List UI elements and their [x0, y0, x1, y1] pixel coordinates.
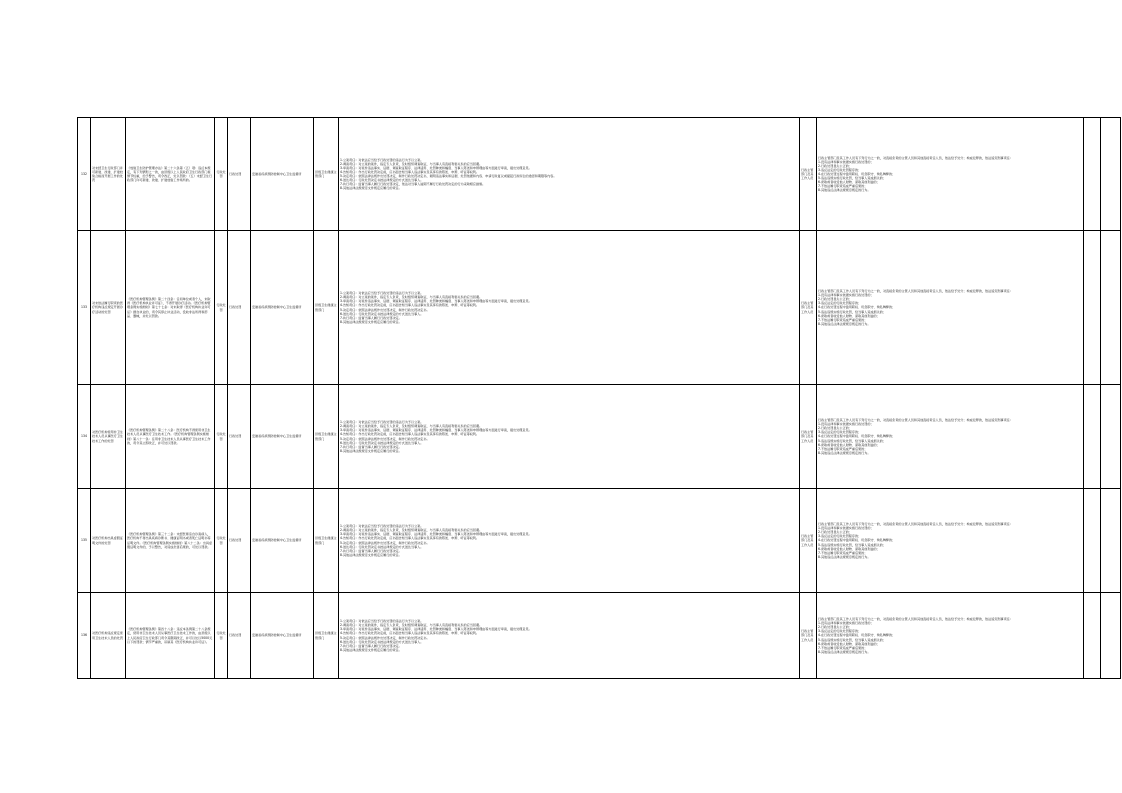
responsible-party: 行政主管部门及其工作人员 — [800, 231, 817, 385]
item-name: 对医疗机构违反规定使用卫生技术人员的处罚 — [91, 593, 126, 679]
duty-line: 5.决定责任：依照法律法规作出处罚决定，制作行政处罚决定书，载明违法事实和证据、处罚依据和内容、申请行政复议或提起行政诉讼的途径和期限等内容。 — [340, 174, 557, 178]
duty-line: 5.决定责任：依照法律法规作出处罚决定，制作行政处罚决定书。 — [340, 540, 430, 545]
duty-line: 7.执行责任：监督当事人履行行政处罚决定，依法对当事人逾期不履行行政处罚决定的行为采取相应措施。 — [340, 182, 486, 187]
row-number: 136 — [78, 593, 91, 679]
accountability-line: 行政主管部门及其工作人员有下列行为之一的，对直接负责的主管人员和其他直接责任人员，依法给予处分；构成犯罪的，依法追究刑事责任： — [818, 289, 1013, 294]
accountability-line: 2.行政处罚显失公正的； — [818, 426, 852, 431]
duty-line: 6.送达责任：行政处罚决定书按法律规定的方式送达当事人。 — [340, 440, 424, 445]
accountability-list — [817, 593, 1084, 679]
accountability-line: 7.不依法履行职责造成严重后果的； — [818, 446, 868, 451]
implementing-subject: 县级卫生健康主管部门 — [314, 118, 339, 231]
duty-line: 3.审查责任：对案件违法事实、证据、调查取证程序、法律适用、处罚种类和幅度、当事人陈述和申辩理由等方面进行审查，提出处理意见。 — [340, 627, 532, 632]
duty-line: 7.执行责任：监督当事人履行行政处罚决定。 — [340, 315, 402, 320]
legal-basis: 《医疗机构管理条例》第二十四条：任何单位或者个人，未取得《医疗机构执业许可证》，不得开展诊疗活动。《医疗机构管理条例实施细则》第七十七条：对未取得《医疗机构执业许可证》擅自执业的，责令其停止执业活动，没收非法所得和药品、器械，并处以罚款。 — [126, 231, 215, 385]
duty-list — [339, 231, 800, 385]
accountability-line: 2.行政处罚显失公正的； — [818, 297, 852, 302]
item-code: 行政处罚 — [228, 385, 251, 489]
table-row — [78, 118, 1121, 231]
duty-line: 7.执行责任：监督当事人履行行政处罚决定。 — [340, 444, 402, 449]
accountability-line: 4.在行政处罚过程中滥用职权、玩忽职守、徇私舞弊的； — [818, 633, 896, 638]
note-cell — [1101, 385, 1121, 489]
accountability-line: 8.其他违反法律法规规章规定的行为。 — [818, 450, 871, 455]
duty-list — [339, 489, 800, 593]
row-number: 134 — [78, 385, 91, 489]
item-code: 行政处罚 — [228, 231, 251, 385]
duty-line: 2.调查责任：对立案的案件，指定专人负责，及时组织调查取证，与当事人有直接利害关系的应当回避。 — [340, 528, 483, 533]
implementing-dept: 安徽省疾病预防控制中心卫生监督所 — [251, 385, 314, 489]
accountability-line: 5.违法违规实施行政处罚，给当事人造成损失的； — [818, 542, 886, 547]
accountability-line: 5.违法违规实施行政处罚，给当事人造成损失的； — [818, 637, 886, 642]
accountability-line: 8.其他违反法律法规规章规定的行为。 — [818, 188, 871, 193]
blank-cell — [1084, 385, 1101, 489]
duty-line: 4.告知责任：作出行政处罚决定前，应书面告知当事人违法事实及其享有的陈述、申辩、听证等权利。 — [340, 432, 480, 437]
blank-cell — [1084, 118, 1101, 231]
accountability-line: 3.违反法定的行政处罚程序的； — [818, 430, 862, 435]
accountability-line: 7.不依法履行职责造成严重后果的； — [818, 317, 868, 322]
accountability-line: 1.没有法律和事实依据实施行政处罚的； — [818, 159, 874, 164]
accountability-line: 4.在行政处罚过程中滥用职权、玩忽职守、徇私舞弊的； — [818, 171, 896, 176]
duty-line: 3.审查责任：对案件违法事实、证据、调查取证程序、法律适用、处罚种类和幅度、当事人陈述和申辩理由等方面进行审查，提出处理意见。 — [340, 299, 532, 304]
accountability-line: 6.索取或者收受他人财物、谋取其他利益的； — [818, 641, 880, 646]
implementing-dept: 安徽省疾病预防控制中心卫生监督所 — [251, 231, 314, 385]
duty-line: 4.告知责任：作出行政处罚决定前，应书面告知当事人违法事实及其享有的陈述、申辩、听证等权利。 — [340, 631, 480, 636]
duty-line: 3.审查责任：对案件违法事实、证据、调查取证程序、法律适用、处罚种类和幅度、当事人陈述和申辩理由等方面进行审查，提出处理意见。 — [340, 428, 532, 433]
item-name: 对未依法履行职责的医疗机构违反规定开展诊疗活动的处罚 — [91, 231, 126, 385]
item-name: 对医疗机构使用非卫生技术人员从事医疗卫生技术工作的处罚 — [91, 385, 126, 489]
accountability-line: 行政主管部门及其工作人员有下列行为之一的，对直接负责的主管人员和其他直接责任人员，依法给予处分；构成犯罪的，依法追究刑事责任： — [818, 418, 1013, 423]
duty-line: 8.其他法律法规规章文件规定应履行的责任。 — [340, 448, 402, 453]
implementing-dept: 安徽省疾病预防控制中心卫生监督所 — [251, 118, 314, 231]
duty-line: 2.调查责任：对立案的案件，指定专人负责，及时组织调查取证，与当事人有直接利害关系的应当回避。 — [340, 295, 483, 300]
accountability-line: 行政主管部门及其工作人员有下列行为之一的，对直接负责的主管人员和其他直接责任人员，依法给予处分；构成犯罪的，依法追究刑事责任： — [818, 155, 1013, 160]
table-row — [78, 593, 1121, 679]
note-cell — [1101, 231, 1121, 385]
accountability-line: 6.索取或者收受他人财物、谋取其他利益的； — [818, 180, 880, 185]
accountability-list — [817, 231, 1084, 385]
accountability-line: 6.索取或者收受他人财物、谋取其他利益的； — [818, 313, 880, 318]
accountability-line: 7.不依法履行职责造成严重后果的； — [818, 550, 868, 555]
duty-line: 7.执行责任：监督当事人履行行政处罚决定。 — [340, 548, 402, 553]
accountability-line: 4.在行政处罚过程中滥用职权、玩忽职守、徇私舞弊的； — [818, 434, 896, 439]
accountability-line: 行政主管部门及其工作人员有下列行为之一的，对直接负责的主管人员和其他直接责任人员，依法给予处分；构成犯罪的，依法追究刑事责任： — [818, 522, 1013, 527]
duty-line: 5.决定责任：依照法律法规作出处罚决定，制作行政处罚决定书。 — [340, 436, 430, 441]
duty-line: 2.调查责任：对立案的案件，指定专人负责，及时组织调查取证，与当事人有直接利害关系的应当回避。 — [340, 424, 483, 429]
accountability-line: 3.违反法定的行政处罚程序的； — [818, 534, 862, 539]
accountability-line: 5.违法违规实施行政处罚，给当事人造成损失的； — [818, 309, 886, 314]
accountability-line: 2.行政处罚显失公正的； — [818, 163, 852, 168]
blank-cell — [1084, 489, 1101, 593]
duty-line: 5.决定责任：依照法律法规作出处罚决定，制作行政处罚决定书。 — [340, 635, 430, 640]
item-category: 行政处罚 — [215, 593, 228, 679]
blank-cell — [1084, 231, 1101, 385]
duty-list — [339, 118, 800, 231]
row-number: 135 — [78, 489, 91, 593]
blank-cell — [1084, 593, 1101, 679]
accountability-line: 6.索取或者收受他人财物、谋取其他利益的； — [818, 546, 880, 551]
duty-line: 8.其他法律法规规章文件规定应履行的责任。 — [340, 319, 402, 324]
duty-line: 1.立案责任：对依法应当给予行政处罚的违法行为予以立案。 — [340, 157, 424, 162]
responsible-party: 行政主管部门及其工作人员 — [800, 118, 817, 231]
duty-line: 7.执行责任：监督当事人履行行政处罚决定。 — [340, 643, 402, 648]
implementing-subject: 县级卫生健康主管部门 — [314, 489, 339, 593]
note-cell — [1101, 118, 1121, 231]
accountability-list — [817, 489, 1084, 593]
responsible-party: 行政主管部门及其工作人员 — [800, 489, 817, 593]
item-name: 对未经卫生行政部门许可新建、改建、扩建校验合格而开展工作的处罚 — [91, 118, 126, 231]
row-number: 133 — [78, 231, 91, 385]
legal-basis: 《医疗机构管理条例》第二十八条：医疗机构不得使用非卫生技术人员从事医疗卫生技术工作。《医疗机构管理条例实施细则》第八十一条：任用非卫生技术人员从事医疗卫生技术工作的，责令其立即改正，并可处以罚款。 — [126, 385, 215, 489]
accountability-line: 8.其他违反法律法规规章规定的行为。 — [818, 321, 871, 326]
accountability-line: 2.行政处罚显失公正的； — [818, 625, 852, 630]
duty-line: 6.送达责任：行政处罚决定书按法律规定的方式送达当事人。 — [340, 639, 424, 644]
duty-line: 3.审查责任：对案件违法事实、证据、调查取证程序、法律适用、处罚种类和幅度、当事人陈述和申辩理由等方面进行审查，提出处理意见。 — [340, 532, 532, 537]
item-code: 行政处罚 — [228, 118, 251, 231]
duty-line: 1.立案责任：对依法应当给予行政处罚的违法行为予以立案。 — [340, 524, 424, 529]
accountability-line: 8.其他违反法律法规规章规定的行为。 — [818, 554, 871, 559]
item-category: 行政处罚 — [215, 385, 228, 489]
row-number: 132 — [78, 118, 91, 231]
duty-line: 4.告知责任：作出行政处罚决定前，应书面告知当事人违法事实及其享有的陈述、申辩、听证等权利。 — [340, 536, 480, 541]
duty-line: 2.调查责任：对立案的案件，指定专人负责，及时组织调查取证，与当事人有直接利害关系的应当回避。 — [340, 161, 483, 166]
responsibility-table — [77, 117, 1121, 679]
item-code: 行政处罚 — [228, 593, 251, 679]
implementing-dept: 安徽省疾病预防控制中心卫生监督所 — [251, 489, 314, 593]
duty-line: 1.立案责任：对依法应当给予行政处罚的违法行为予以立案。 — [340, 420, 424, 425]
duty-line: 8.其他法律法规规章文件规定应履行的责任。 — [340, 647, 402, 652]
duty-line: 1.立案责任：对依法应当给予行政处罚的违法行为予以立案。 — [340, 291, 424, 296]
table-row — [78, 231, 1121, 385]
accountability-list — [817, 385, 1084, 489]
accountability-line: 1.没有法律和事实依据实施行政处罚的； — [818, 526, 874, 531]
legal-basis: 《医疗机构管理条例》第四十八条：违反本条例第二十八条规定，使用非卫生技术人员从事医疗卫生技术工作的，由县级以上人民政府卫生行政部门责令其限期改正，并可以处以5000元以下的罚款；情节严重的，吊销其《医疗机构执业许可证》。 — [126, 593, 215, 679]
accountability-line: 5.违法违规实施行政处罚，给当事人造成损失的； — [818, 438, 886, 443]
implementing-subject: 县级卫生健康主管部门 — [314, 385, 339, 489]
item-category: 行政处罚 — [215, 231, 228, 385]
duty-line: 4.告知责任：作出行政处罚决定前，应书面告知当事人违法事实及其享有的陈述、申辩、听证等权利。 — [340, 169, 480, 174]
duty-line: 3.审查责任：对案件违法事实、证据、调查取证程序、法律适用、处罚种类和幅度、当事人陈述和申辩理由等方面进行审查，提出处理意见。 — [340, 165, 532, 170]
duty-line: 6.送达责任：行政处罚决定书按法律规定的方式送达当事人。 — [340, 544, 424, 549]
accountability-line: 1.没有法律和事实依据实施行政处罚的； — [818, 422, 874, 427]
item-category: 行政处罚 — [215, 118, 228, 231]
item-category: 行政处罚 — [215, 489, 228, 593]
accountability-line: 行政主管部门及其工作人员有下列行为之一的，对直接负责的主管人员和其他直接责任人员，依法给予处分；构成犯罪的，依法追究刑事责任： — [818, 617, 1013, 622]
duty-list — [339, 385, 800, 489]
duty-line: 6.送达责任：行政处罚决定书按法律规定的方式送达当事人。 — [340, 311, 424, 316]
duty-line: 1.立案责任：对依法应当给予行政处罚的违法行为予以立案。 — [340, 619, 424, 624]
duty-line: 5.决定责任：依照法律法规作出处罚决定，制作行政处罚决定书。 — [340, 307, 430, 312]
accountability-line: 1.没有法律和事实依据实施行政处罚的； — [818, 621, 874, 626]
accountability-line: 1.没有法律和事实依据实施行政处罚的； — [818, 293, 874, 298]
duty-line: 8.其他法律法规规章文件规定应履行的责任。 — [340, 186, 402, 191]
accountability-line: 3.违反法定的行政处罚程序的； — [818, 167, 862, 172]
duty-line: 4.告知责任：作出行政处罚决定前，应书面告知当事人违法事实及其享有的陈述、申辩、听证等权利。 — [340, 303, 480, 308]
table-body — [78, 118, 1121, 679]
note-cell — [1101, 489, 1121, 593]
note-cell — [1101, 593, 1121, 679]
legal-basis: 《医疗机构管理条例》第三十二条：未经医师亲自诊查病人，医疗机构不得出具疾病诊断书、健康证明书或者死亡证明书等证明文件。《医疗机构管理条例实施细则》第八十二条：出具虚假证明文件的，予以警告，对造成危害后果的，可处以罚款。 — [126, 489, 215, 593]
accountability-line: 4.在行政处罚过程中滥用职权、玩忽职守、徇私舞弊的； — [818, 538, 896, 543]
accountability-line: 8.其他违反法律法规规章规定的行为。 — [818, 649, 871, 654]
item-name: 对医疗机构出具虚假证明文件的处罚 — [91, 489, 126, 593]
implementing-subject: 县级卫生健康主管部门 — [314, 593, 339, 679]
accountability-line: 7.不依法履行职责造成严重后果的； — [818, 184, 868, 189]
duty-line: 8.其他法律法规规章文件规定应履行的责任。 — [340, 552, 402, 557]
accountability-line: 3.违反法定的行政处罚程序的； — [818, 629, 862, 634]
accountability-line: 7.不依法履行职责造成严重后果的； — [818, 645, 868, 650]
table-row — [78, 385, 1121, 489]
accountability-line: 5.违法违规实施行政处罚，给当事人造成损失的； — [818, 176, 886, 181]
duty-line: 6.送达责任：行政处罚决定书按法律规定的方式送达当事人。 — [340, 178, 424, 183]
accountability-line: 3.违反法定的行政处罚程序的； — [818, 301, 862, 306]
implementing-subject: 县级卫生健康主管部门 — [314, 231, 339, 385]
accountability-line: 4.在行政处罚过程中滥用职权、玩忽职守、徇私舞弊的； — [818, 305, 896, 310]
item-code: 行政处罚 — [228, 489, 251, 593]
table-row — [78, 489, 1121, 593]
accountability-line: 6.索取或者收受他人财物、谋取其他利益的； — [818, 442, 880, 447]
responsible-party: 行政主管部门及其工作人员 — [800, 593, 817, 679]
duty-line: 2.调查责任：对立案的案件，指定专人负责，及时组织调查取证，与当事人有直接利害关系的应当回避。 — [340, 623, 483, 628]
accountability-line: 2.行政处罚显失公正的； — [818, 530, 852, 535]
legal-basis: 《放射卫生防护管理办法》第二十六条第（五）项：违反本规定，有下列情形之一的，由县级以上人民政府卫生行政部门视情节轻重，给予警告，责令改正，处以罚款：（五）未经卫生行政部门许可新建、改建、扩建放射工作场所的。 — [126, 118, 215, 231]
implementing-dept: 安徽省疾病预防控制中心卫生监督所 — [251, 593, 314, 679]
responsible-party: 行政主管部门及其工作人员 — [800, 385, 817, 489]
accountability-list — [817, 118, 1084, 231]
duty-list — [339, 593, 800, 679]
